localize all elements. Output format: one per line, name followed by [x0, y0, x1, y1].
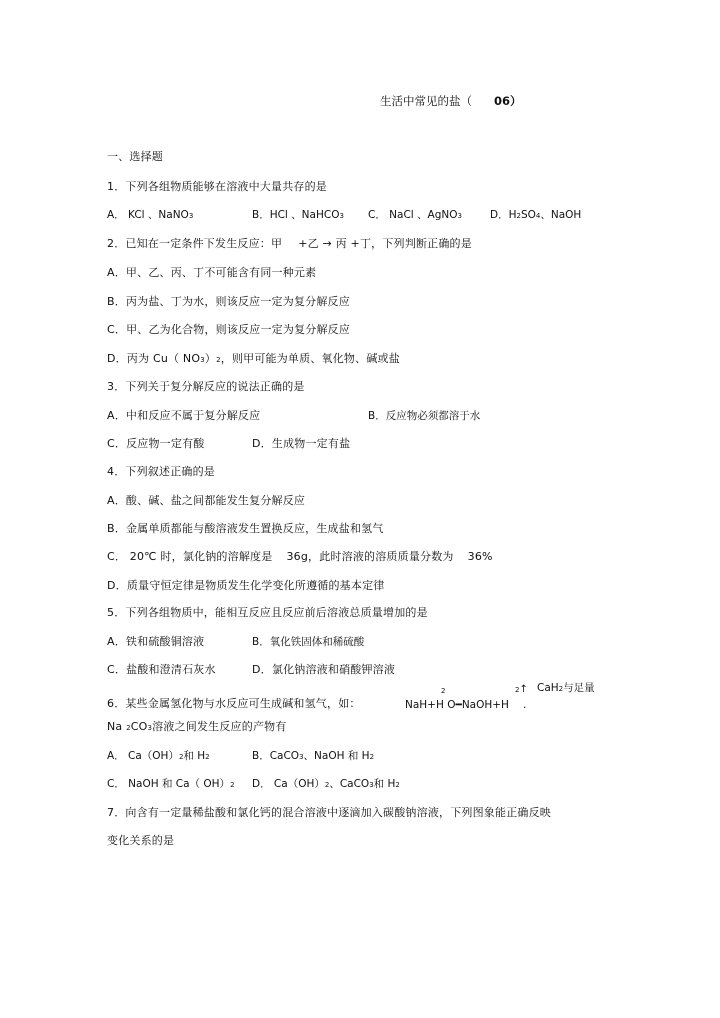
- question-5-option-c: C．盐酸和澄清石灰水: [107, 663, 216, 676]
- subscript: 2: [205, 753, 210, 761]
- subscript: 2: [126, 724, 131, 732]
- formula-text: 与足量: [563, 682, 595, 694]
- option-text: 和 H: [373, 778, 396, 790]
- question-2-stem: [107, 237, 472, 251]
- question-1-option-d: [490, 208, 581, 223]
- equation-sign: ━: [455, 699, 462, 711]
- question-1-stem: 1．下列各组物质能够在溶液中大量共存的是: [107, 180, 327, 193]
- question-6-stem-continued: [107, 720, 287, 735]
- option-text: C． NaOH 和 Ca（ OH）: [107, 778, 231, 790]
- formula-text: CO: [130, 720, 148, 733]
- equation-text: NaH+H O: [405, 699, 456, 711]
- subscript: 2: [324, 781, 330, 789]
- option-text: 36g，此时溶液的溶质质量分数为: [286, 550, 454, 563]
- section-heading: 一、选择题: [107, 150, 163, 163]
- up-arrow-icon: ↑: [519, 684, 528, 695]
- formula-text: CaH: [537, 682, 559, 694]
- question-2-option-a: A．甲、乙、丙、丁不可能含有同一种元素: [107, 266, 317, 279]
- subscript: 3: [200, 356, 205, 364]
- subscript: 3: [369, 781, 374, 789]
- subscript: 2: [369, 753, 375, 761]
- subscript: 2: [178, 753, 184, 761]
- subscript: 4: [535, 212, 541, 220]
- subscript: 2: [395, 781, 400, 789]
- option-text: A． KCl 、NaNO: [107, 209, 189, 221]
- stem-part: 2．已知在一定条件下发生反应：甲: [107, 237, 283, 250]
- option-text: D．丙为 Cu（ NO: [107, 352, 201, 365]
- title-main: 生活中常见的盐（: [380, 94, 472, 108]
- option-text: 和 H: [183, 750, 206, 762]
- subscript: 3: [147, 724, 153, 732]
- subscript: 2: [216, 356, 221, 364]
- subscript: 2: [558, 685, 564, 693]
- option-text: C． 20℃ 时，氯化钠的溶解度是: [107, 550, 273, 563]
- question-6-option-b: [252, 749, 374, 764]
- formula-text: Na: [107, 720, 127, 733]
- subscript: 3: [339, 212, 344, 220]
- option-text: B．HCl 、NaHCO: [252, 209, 340, 221]
- option-text: 、CaCO: [329, 778, 370, 790]
- question-5-stem: 5．下列各组物质中，能相互反应且反应前后溶液总质量增加的是: [107, 606, 428, 619]
- question-4-option-a: A．酸、碱、盐之间都能发生复分解反应: [107, 494, 306, 507]
- page-title: [380, 94, 522, 108]
- question-3-option-a: A．中和反应不属于复分解反应: [107, 409, 261, 422]
- question-6-gas-marker: [515, 682, 528, 697]
- question-3-option-d: D．生成物一定有盐: [252, 437, 351, 450]
- subscript: 2: [516, 212, 521, 220]
- subscript: 2: [230, 781, 235, 789]
- option-text: B．CaCO: [252, 750, 300, 762]
- question-2-option-d: [107, 352, 400, 367]
- question-4-stem: 4．下列叙述正确的是: [107, 465, 215, 478]
- question-5-option-b: B．氧化铁固体和稀硫酸: [252, 636, 365, 648]
- question-3-option-b: B．反应物必须都溶于水: [368, 410, 481, 422]
- option-text: A． Ca（OH）: [107, 750, 179, 762]
- option-text: ）: [204, 352, 217, 365]
- question-4-option-c: [107, 550, 493, 564]
- question-6-option-c: [107, 777, 235, 792]
- question-6-stem: 6．某些金属氢化物与水反应可生成碱和氢气，如：: [107, 697, 361, 710]
- question-6-superscript-water: 2: [441, 687, 446, 695]
- stem-part: +乙 → 丙 +丁，下列判断正确的是: [298, 237, 472, 250]
- question-2-option-b: B．丙为盐、丁为水，则该反应一定为复分解反应: [107, 295, 350, 308]
- question-6-equation: [405, 698, 526, 712]
- question-1-option-b: [252, 208, 344, 223]
- question-4-option-d: D．质量守恒定律是物质发生化学变化所遵循的基本定律: [107, 579, 385, 592]
- question-6-option-d: [252, 777, 400, 792]
- title-number: 06）: [494, 94, 522, 108]
- subscript: 3: [299, 753, 304, 761]
- subscript: 3: [188, 212, 194, 220]
- question-4-option-b: B．金属单质都能与酸溶液发生置换反应，生成盐和氢气: [107, 522, 384, 535]
- option-text: D．H: [490, 209, 517, 221]
- question-6-option-a: [107, 749, 210, 764]
- equation-text: .: [522, 699, 527, 711]
- question-3-stem: 3．下列关于复分解反应的说法正确的是: [107, 380, 305, 393]
- question-3-option-c: C．反应物一定有酸: [107, 437, 205, 450]
- question-7-stem-continued: 变化关系的是: [107, 834, 175, 847]
- formula-text: 溶液之间发生反应的产物有: [152, 720, 287, 733]
- option-text: 36%: [467, 550, 493, 563]
- option-text: 、NaOH: [540, 209, 582, 221]
- question-5-option-a: A．铁和硫酸铜溶液: [107, 635, 205, 648]
- option-text: C． NaCl 、AgNO: [368, 209, 458, 221]
- option-text: SO: [520, 209, 536, 221]
- question-1-option-a: [107, 208, 193, 223]
- question-7-stem: 7．向含有一定量稀盐酸和氯化钙的混合溶液中逐滴加入碳酸钠溶液，下列图象能正确反映: [107, 806, 551, 819]
- question-5-option-d: D．氯化钠溶液和硝酸钾溶液: [252, 663, 396, 676]
- question-1-option-c: [368, 208, 462, 223]
- option-text: D． Ca（OH）: [252, 778, 325, 790]
- option-text: ，则甲可能为单质、氧化物、碱或盐: [220, 352, 400, 365]
- subscript: 3: [457, 212, 462, 220]
- question-2-option-c: C．甲、乙为化合物，则该反应一定为复分解反应: [107, 323, 351, 336]
- equation-text: NaOH+H: [461, 699, 509, 711]
- question-6-cah2: [537, 681, 595, 696]
- subscript: 2: [515, 686, 520, 694]
- option-text: 、NaOH 和 H: [303, 750, 370, 762]
